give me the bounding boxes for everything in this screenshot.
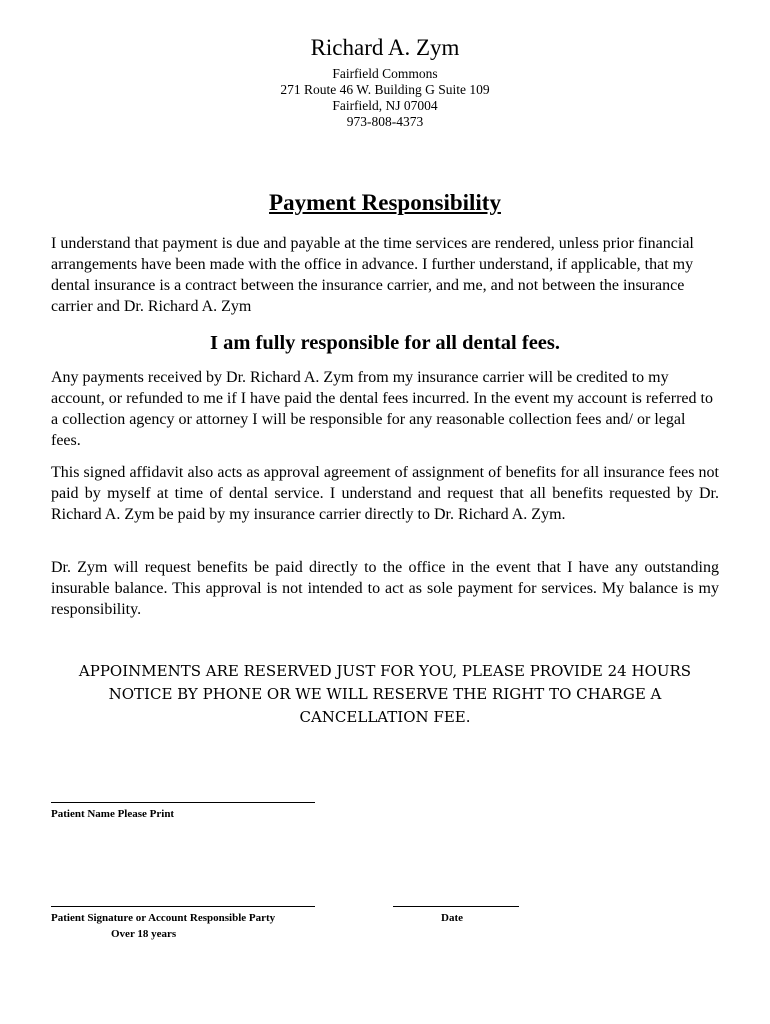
insurance-payments-paragraph: Any payments received by Dr. Richard A. Zym from my insurance carrier will be credited to my account, or refunded to me if I have paid the dental fees incurred. In the event my account is referred to a collection agency or attorney I will be responsible for any reasonable collection fees and/ or legal fees. (51, 369, 713, 449)
assignment-of-benefits-paragraph: This signed affidavit also acts as approval agreement of assignment of benefits for all insurance fees not paid by myself at time of dental service. I understand and request that all benefits requested by Dr. Richard A. Zym be paid by my insurance carrier directly to Dr. Richard A. Zym. (51, 464, 719, 523)
address-line-street: 271 Route 46 W. Building G Suite 109 (280, 82, 490, 97)
balance-responsibility-paragraph: Dr. Zym will request benefits be paid directly to the office in the event that I have any outstanding insurable balance. This approval is not intended to act as sole payment for services. My balance is my responsibility. (51, 559, 719, 618)
patient-signature-field[interactable] (51, 906, 315, 907)
payment-terms-paragraph: I understand that payment is due and payable at the time services are rendered, unless prior financial arrangements have been made with the office in advance. I further understand, if applicable, that my dental insurance is a contract between the insurance carrier, and me, and not between the insurance carrier and Dr. Richard A. Zym (51, 235, 694, 315)
date-label: Date (441, 912, 463, 924)
doctor-name: Richard A. Zym (310, 35, 460, 60)
address-line-phone: 973-808-4373 (346, 114, 424, 129)
page-title: Payment Responsibility (269, 190, 501, 215)
cancellation-notice: APPOINMENTS ARE RESERVED JUST FOR YOU, PLEASE PROVIDE 24 HOURS NOTICE BY PHONE OR WE WILL RESERVE THE RIGHT TO CHARGE A CANCELLATION FEE. (78, 662, 692, 726)
patient-name-label: Patient Name Please Print (51, 808, 175, 820)
address-line-city: Fairfield, NJ 07004 (332, 98, 438, 113)
address-line-office: Fairfield Commons (332, 66, 438, 81)
letterhead (0, 34, 770, 130)
responsibility-heading: I am fully responsible for all dental fees. (209, 332, 561, 354)
patient-signature-sublabel: Over 18 years (111, 928, 177, 940)
patient-name-field[interactable] (51, 802, 315, 803)
date-field[interactable] (393, 906, 519, 907)
patient-signature-label: Patient Signature or Account Responsible Party (51, 912, 276, 924)
